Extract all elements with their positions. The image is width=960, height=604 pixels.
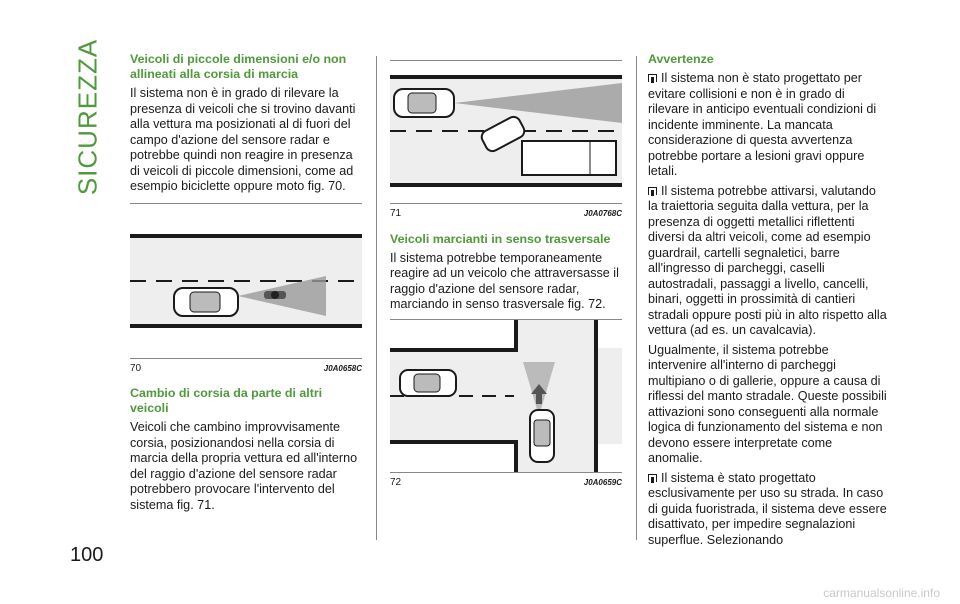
figure-70: [130, 203, 362, 359]
figure-72-number: 72: [390, 476, 402, 488]
figure-70-code: J0A0658C: [323, 363, 362, 373]
warning-icon: [648, 187, 657, 196]
column-divider: [376, 56, 377, 540]
warning-1-text: Il sistema non è stato progettato per evitare collisioni e non è in grado di rilevare in anticipo eventuali condizioni di incidente imminente. La mancata considerazione di questa avvertenza potrebbe portare a lesioni gravi oppure letali.: [648, 71, 877, 178]
warning-3: [648, 471, 888, 549]
column-1: [130, 52, 362, 517]
watermark: carmanualsonline.info: [823, 586, 940, 600]
figure-70-illustration: [130, 204, 362, 358]
page-number: 100: [70, 544, 104, 566]
column-3: [648, 52, 888, 552]
warning-1: [648, 71, 888, 180]
figure-71-code: J0A0768C: [583, 209, 622, 218]
column-2: [390, 52, 622, 490]
paragraph-lane-change: Veicoli che cambino improvvisamente corsia, posizionandosi nella corsia di marcia della propria vettura ed all'interno del raggio d'azione del sensore radar potrebbero provocare l'intervento del sistema fig. 71.: [130, 420, 358, 512]
figure-71: [390, 60, 622, 204]
warning-3-text: Il sistema è stato progettato esclusivamente per uso su strada. In caso di guida fuoristrada, il sistema deve essere disattivato, per impedire segnalazioni superflue. Selezionando: [648, 470, 887, 547]
figure-70-number: 70: [130, 362, 142, 374]
figure-72-illustration: [390, 320, 622, 472]
figure-71-illustration: [390, 61, 622, 203]
paragraph-small-vehicles: Il sistema non è in grado di rilevare la presenza di veicoli che si trovino davanti alla vettura ma posizionati al di fuori del campo d'azione del sensore radar e potrebbe quindi non reagire in presenza di veicoli di piccole dimensioni, come ad esempio biciclette oppure moto fig. 70.: [130, 86, 356, 193]
warning-icon: [648, 474, 657, 483]
figure-71-number: 71: [390, 208, 402, 219]
warning-2-text: Il sistema potrebbe attivarsi, valutando la traiettoria seguita dalla vettura, per la presenza di oggetti metallici riflettenti diversi da altri veicoli, come ad esempio guardrail, cartelli segnaletici, barre all'ingresso di parcheggi, caselli autostradali, passaggi a livello, cancelli, binari, oggetti in prossimità di cantieri stradali oppure posti più in alto rispetto alla vettura (ad es. un cavalcavia).: [648, 183, 887, 337]
paragraph-false-activations: Ugualmente, il sistema potrebbe intervenire all'interno di parcheggi multipiano o di gallerie, oppure a causa di riflessi del manto stradale. Queste possibili attivazioni sono conseguenti alla normale logica di funzionamento del sistema e non devono essere interpretate come anomalie.: [648, 342, 887, 465]
heading-small-vehicles: Veicoli di piccole dimensioni e/o non allineati alla corsia di marcia: [130, 52, 347, 81]
paragraph-cross-traffic: Il sistema potrebbe temporaneamente reagire ad un veicolo che attraversasse il raggio d'azione del sensore radar, marciando in senso trasversale fig. 72.: [390, 250, 619, 311]
figure-72-code: J0A0659C: [583, 477, 622, 487]
warning-icon: [648, 74, 657, 83]
warning-2: [648, 184, 888, 339]
section-title: SICUREZZA: [72, 38, 103, 196]
heading-warnings: Avvertenze: [648, 52, 714, 66]
heading-lane-change: Cambio di corsia da parte di altri veicoli: [130, 386, 323, 415]
heading-cross-traffic: Veicoli marcianti in senso trasversale: [390, 231, 611, 246]
column-divider: [636, 56, 637, 540]
figure-72: [390, 319, 622, 473]
